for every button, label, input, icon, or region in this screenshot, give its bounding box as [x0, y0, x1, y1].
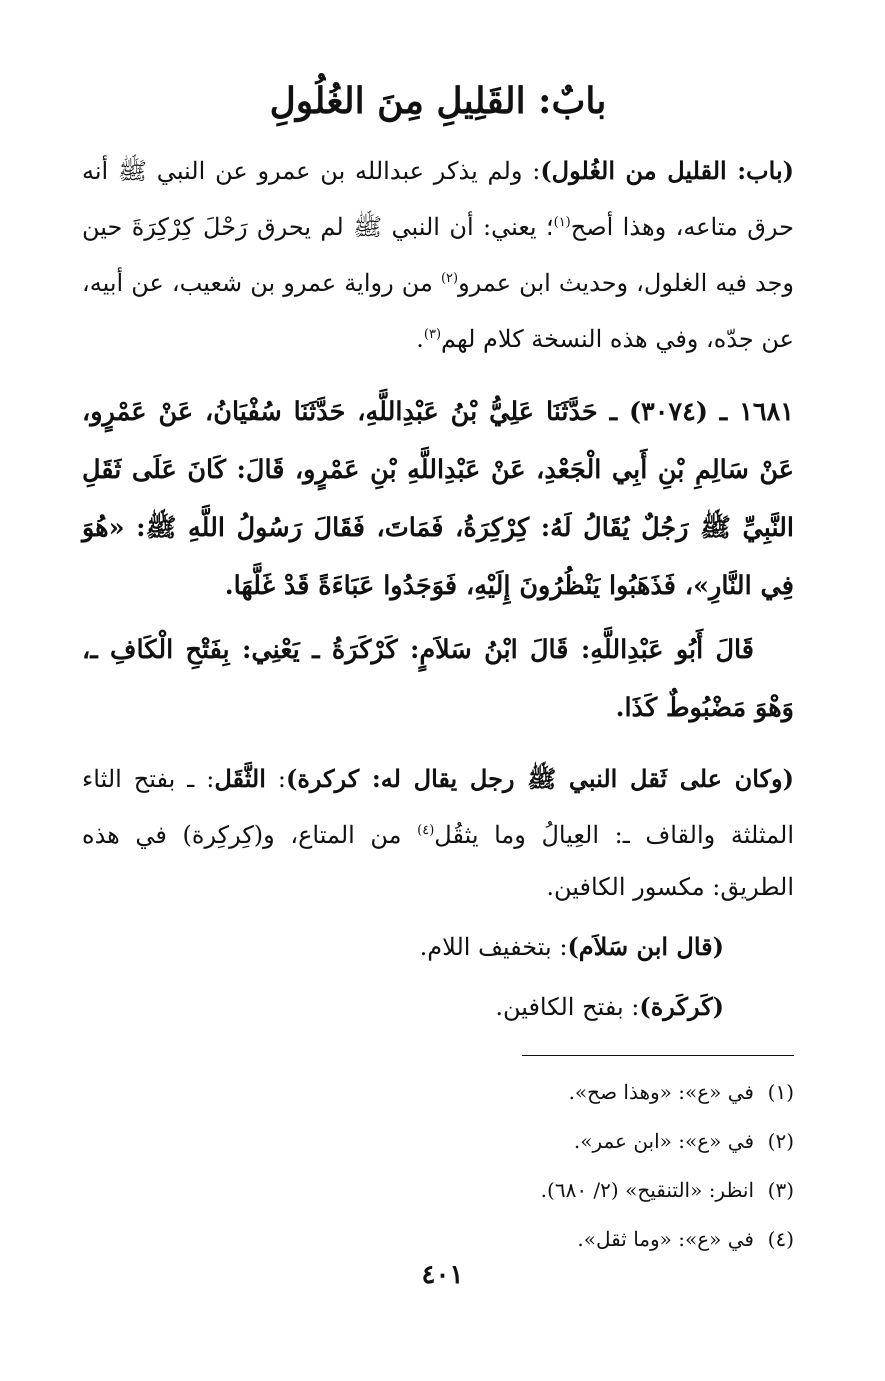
footnote-2: [82, 1117, 794, 1166]
page-number: ٤٠١: [421, 1260, 464, 1290]
footnote-4: [82, 1215, 794, 1264]
footnote-ref-1: (١): [553, 214, 571, 230]
commentary2-text-a: :: [265, 764, 286, 793]
footnote-number: (٢): [767, 1128, 794, 1153]
footnote-ref-3: (٣): [423, 326, 442, 342]
line4-text: : بفتح الكافين.: [495, 992, 640, 1021]
footnote-text: في «ع»: «ابن عمر».: [573, 1128, 754, 1153]
footnote-divider: [522, 1055, 794, 1056]
footnote-text: في «ع»: «وهذا صح».: [568, 1079, 754, 1104]
footnote-number: (٣): [767, 1177, 794, 1202]
commentary2-lead: (وكان على ثَقل النبي ﷺ رجل يقال له: كركرة): [285, 763, 794, 793]
hadith-note: قَالَ أَبُو عَبْدِاللَّهِ: قَالَ ابْنُ سَلاَمٍ: كَرْكَرَةُ ـ يَعْنِي: بِفَتْحِ الْكَافِ ـ، وَهْوَ مَضْبُوطٌ كَذَا.: [82, 634, 794, 723]
commentary-line-3: [82, 921, 794, 973]
commentary-lead: (باب: القليل من الغُلول): [540, 155, 794, 185]
footnote-number: (١): [767, 1079, 794, 1104]
commentary-text-d: .: [416, 324, 424, 353]
commentary-line-4: [82, 981, 794, 1033]
page-body: [82, 78, 794, 1264]
commentary-text-a: : ولم يذكر عبدالله بن عمرو عن النبي ﷺ أنه حرق متاعه، وهذا أصح: [82, 156, 794, 241]
commentary2-text-c: من المتاع، و(كِركِرة) في هذه الطريق: مكسور الكافين.: [82, 820, 794, 901]
footnote-ref-2: (٢): [440, 270, 459, 286]
commentary-text-c: من رواية عمرو بن شعيب، عن أبيه، عن جدّه، وفي هذه النسخة كلام لهم: [82, 268, 794, 353]
line4-lead: (كَركَرة): [639, 991, 724, 1021]
line3-text: : بتخفيف اللام.: [419, 932, 568, 961]
commentary2-text-b: : ـ بفتح الثاء المثلثة والقاف ـ: العِيالُ وما يثقُل: [82, 764, 794, 849]
commentary2-term: الثَّقَل: [214, 763, 266, 793]
footnote-number: (٤): [767, 1226, 794, 1251]
footnote-ref-4: (٤): [417, 822, 435, 838]
footnote-3: [82, 1166, 794, 1215]
commentary-paragraph-1: [82, 145, 794, 365]
footnote-1: [82, 1068, 794, 1117]
commentary-text-b: ؛ يعني: أن النبي ﷺ لم يحرق رَحْلَ كِرْكِرَةَ حين وجد فيه الغلول، وحديث ابن عمرو: [82, 212, 794, 297]
line3-lead: (قال ابن سَلاَم): [567, 931, 724, 961]
hadith-text: ١٦٨١ ـ (٣٠٧٤) ـ حَدَّثَنَا عَلِيُّ بْنُ عَبْدِاللَّهِ، حَدَّثَنَا سُفْيَانُ، عَنْ عَمْرٍو، عَنْ سَالِمِ بْنِ أَبِي الْجَعْدِ، عَنْ عَبْدِاللَّهِ بْنِ عَمْرٍو، قَالَ: كَانَ عَلَى ثَقَلِ النَّبِيِّ ﷺ رَجُلٌ يُقَالُ لَهُ: كِرْكِرَةُ، فَمَاتَ، فَقَالَ رَسُولُ اللَّهِ ﷺ: «هُوَ فِي النَّارِ»، فَذَهَبُوا يَنْظُرُونَ إِلَيْهِ، فَوَجَدُوا عَبَاءَةً قَدْ غَلَّهَا.: [82, 396, 794, 601]
commentary-paragraph-2: [82, 753, 794, 913]
footnote-text: انظر: «التنقيح» (٢/ ٦٨٠).: [540, 1177, 754, 1202]
footnote-text: في «ع»: «وما ثقل».: [577, 1226, 754, 1251]
chapter-title: بابٌ: القَلِيلِ مِنَ الغُلُولِ: [269, 80, 607, 122]
